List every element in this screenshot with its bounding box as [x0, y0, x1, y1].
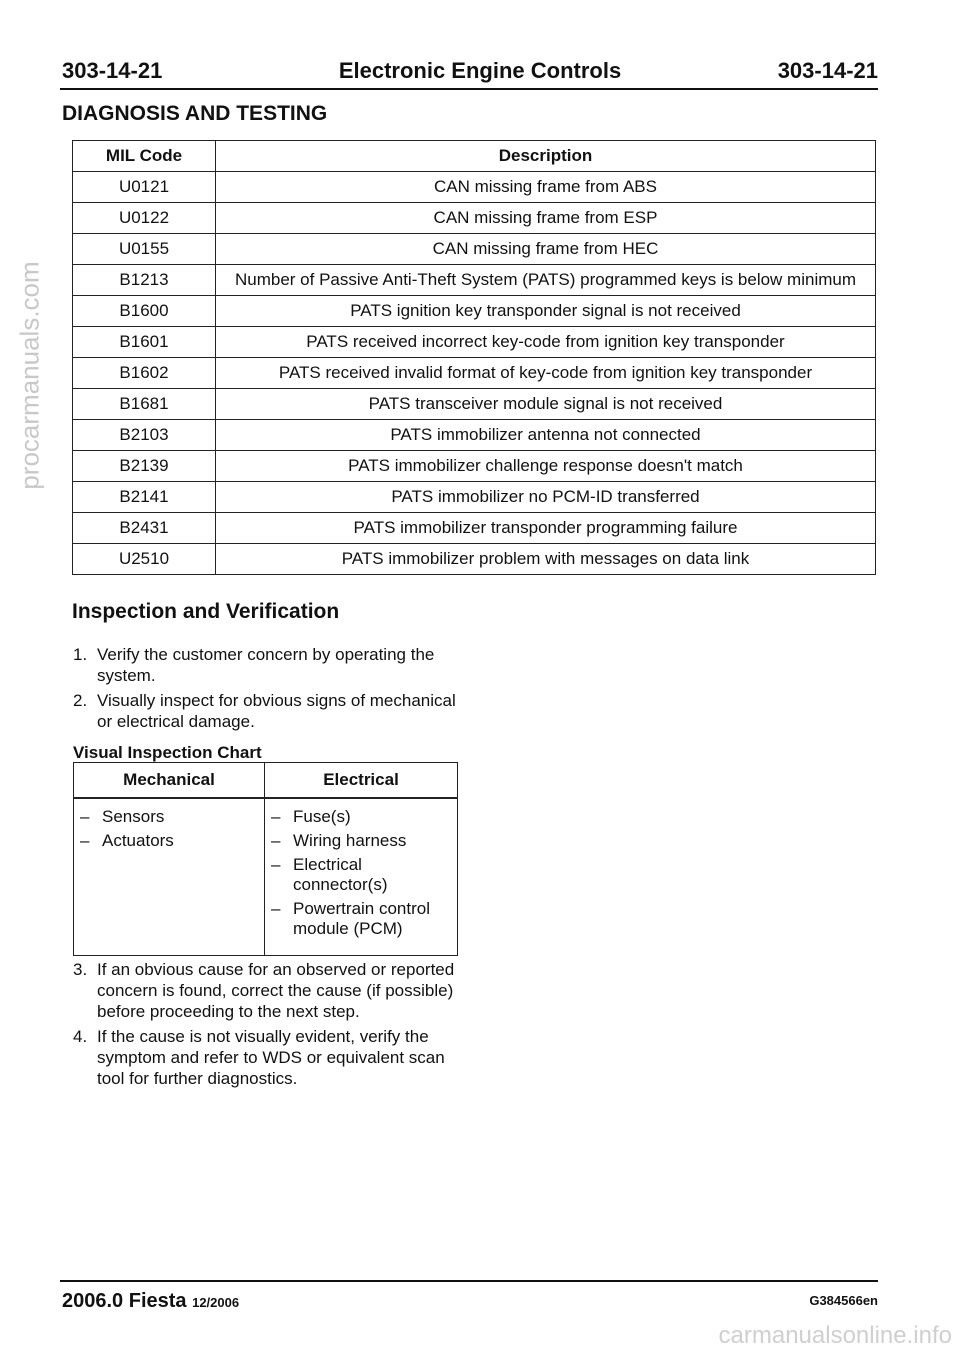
mil-code-header: MIL Code: [73, 141, 216, 172]
step-number: 2.: [73, 691, 88, 710]
electrical-items: [265, 798, 458, 956]
description-cell: PATS received invalid format of key-code from ignition key transponder: [216, 358, 876, 389]
dash-bullet: –: [271, 899, 281, 918]
description-cell: PATS ignition key transponder signal is not received: [216, 296, 876, 327]
item-text: Powertrain control module (PCM): [293, 899, 431, 938]
inspection-steps-list-continued: [73, 959, 473, 1093]
mil-code-cell: U0121: [73, 172, 216, 203]
step-text: Visually inspect for obvious signs of mechanical or electrical damage.: [97, 691, 456, 731]
mil-table-row: [73, 451, 876, 482]
description-cell: CAN missing frame from ESP: [216, 203, 876, 234]
mil-table-row: [73, 265, 876, 296]
electrical-item: [271, 855, 451, 895]
mil-table-row: [73, 203, 876, 234]
side-watermark: procarmanuals.com: [14, 261, 45, 490]
mil-code-cell: B1600: [73, 296, 216, 327]
description-cell: CAN missing frame from ABS: [216, 172, 876, 203]
description-cell: PATS immobilizer challenge response doesn't match: [216, 451, 876, 482]
mil-code-cell: B1601: [73, 327, 216, 358]
mechanical-item: [80, 807, 258, 827]
inspection-steps-list: [73, 644, 473, 736]
mechanical-item: [80, 831, 258, 851]
dash-bullet: –: [271, 855, 281, 874]
item-text: Fuse(s): [293, 807, 351, 826]
description-cell: Number of Passive Anti-Theft System (PATS) programmed keys is below minimum: [216, 265, 876, 296]
footer-date: 12/2006: [192, 1295, 240, 1310]
section-title: DIAGNOSIS AND TESTING: [62, 102, 328, 125]
description-cell: PATS immobilizer transponder programming failure: [216, 513, 876, 544]
electrical-header: Electrical: [265, 763, 458, 799]
dash-bullet: –: [271, 831, 281, 850]
mil-table-row: [73, 544, 876, 575]
mil-code-cell: B2141: [73, 482, 216, 513]
step-number: 3.: [73, 960, 88, 979]
bottom-watermark: carmanualsonline.info: [718, 1322, 952, 1349]
mil-table-row: [73, 296, 876, 327]
mil-table-row: [73, 389, 876, 420]
mechanical-items: [74, 798, 265, 956]
mil-code-cell: B2431: [73, 513, 216, 544]
item-text: Sensors: [102, 807, 165, 826]
mil-code-cell: B1681: [73, 389, 216, 420]
step-text: If an obvious cause for an observed or reported concern is found, correct the cause (if possible) before proceeding to the next step.: [97, 960, 455, 1021]
inspection-step: [73, 644, 473, 686]
header-page-number-right: 303-14-21: [777, 58, 878, 83]
dash-bullet: –: [80, 807, 90, 826]
inspection-step: [73, 690, 473, 732]
mil-code-cell: U0122: [73, 203, 216, 234]
description-cell: PATS immobilizer no PCM-ID transferred: [216, 482, 876, 513]
mil-table-row: [73, 482, 876, 513]
mil-code-cell: B1602: [73, 358, 216, 389]
description-cell: PATS received incorrect key-code from ignition key transponder: [216, 327, 876, 358]
mil-table-row: [73, 513, 876, 544]
mil-code-cell: B2103: [73, 420, 216, 451]
step-text: Verify the customer concern by operating the system.: [97, 645, 435, 685]
electrical-item: [271, 807, 451, 827]
header-page-number-left: 303-14-21: [62, 58, 163, 83]
description-header: Description: [216, 141, 876, 172]
mil-code-cell: B2139: [73, 451, 216, 482]
step-text: If the cause is not visually evident, verify the symptom and refer to WDS or equivalent scan tool for further diagnostics.: [97, 1027, 445, 1088]
mil-table-body: [73, 172, 876, 575]
mil-table-row: [73, 172, 876, 203]
footer-divider: [60, 1280, 878, 1282]
mil-code-cell: U0155: [73, 234, 216, 265]
mil-code-cell: B1213: [73, 265, 216, 296]
item-text: Actuators: [102, 831, 174, 850]
visual-inspection-chart: [73, 762, 458, 956]
mil-code-table: [72, 140, 876, 575]
dash-bullet: –: [80, 831, 90, 850]
mil-table-header-row: [73, 141, 876, 172]
electrical-item: [271, 831, 451, 851]
electrical-item: [271, 899, 451, 939]
mil-code-cell: U2510: [73, 544, 216, 575]
inspection-step: [73, 1026, 473, 1089]
step-number: 4.: [73, 1027, 88, 1046]
item-text: Wiring harness: [293, 831, 407, 850]
mil-table-row: [73, 420, 876, 451]
step-number: 1.: [73, 645, 88, 664]
description-cell: PATS immobilizer problem with messages on data link: [216, 544, 876, 575]
mil-table-row: [73, 358, 876, 389]
description-cell: CAN missing frame from HEC: [216, 234, 876, 265]
header-divider: [60, 88, 878, 90]
visual-inspection-chart-title: Visual Inspection Chart: [73, 743, 262, 762]
mil-table-row: [73, 327, 876, 358]
dash-bullet: –: [271, 807, 281, 826]
footer-doc-code: G384566en: [809, 1293, 878, 1308]
mechanical-header: Mechanical: [74, 763, 265, 799]
inspection-step: [73, 959, 473, 1022]
footer-model: [62, 1290, 239, 1313]
mil-table-row: [73, 234, 876, 265]
inspection-heading: Inspection and Verification: [72, 600, 340, 623]
item-text: Electrical connector(s): [293, 855, 388, 894]
description-cell: PATS immobilizer antenna not connected: [216, 420, 876, 451]
header-title: Electronic Engine Controls: [338, 58, 622, 83]
description-cell: PATS transceiver module signal is not received: [216, 389, 876, 420]
footer-model-name: 2006.0 Fiesta: [62, 1290, 187, 1312]
